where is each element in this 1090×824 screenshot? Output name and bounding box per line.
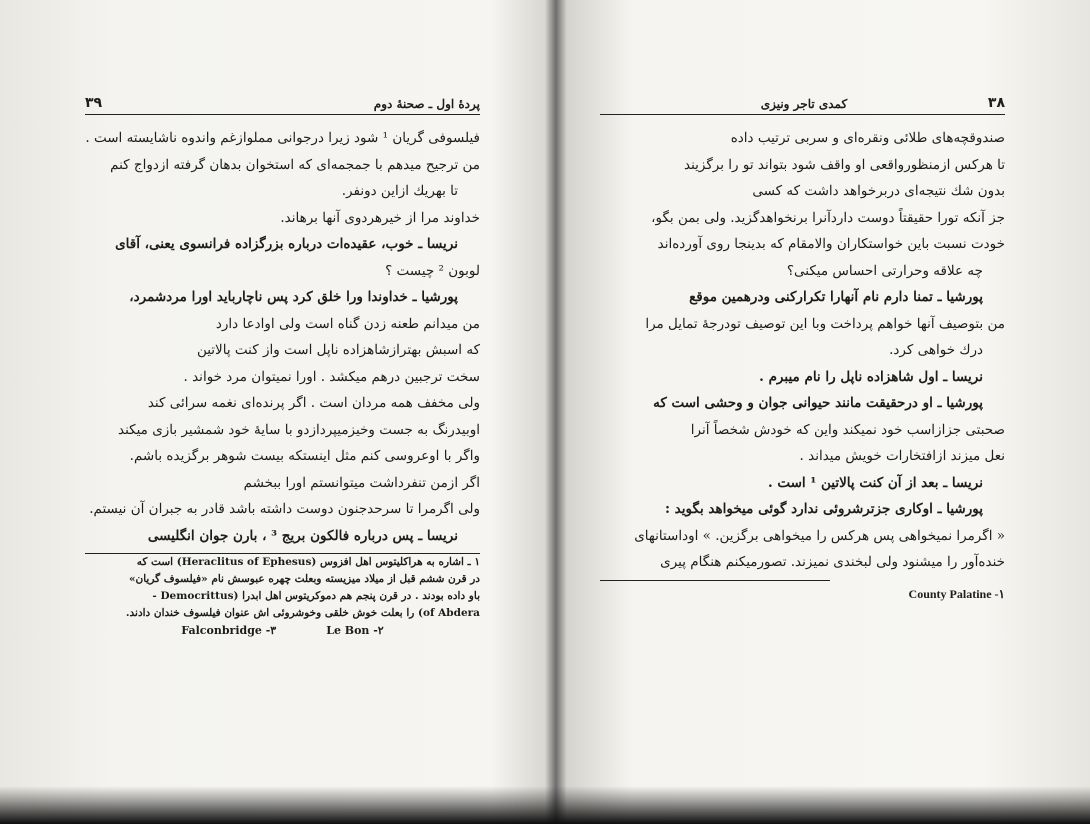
footnote-refs xyxy=(85,624,480,637)
text-line: چه علاقه وحرارتی احساس میکنی؟ xyxy=(786,262,983,279)
page-number: ۳۹ xyxy=(85,95,103,111)
dialogue-line: نریسا ـ بعد از آن کنت پالاتین ¹ است . xyxy=(767,474,983,491)
text-line: خنده‌آور را میشنود ولی لبخندی نمیزند. تصورمیکنم هنگام پیری xyxy=(660,554,1005,570)
right-page-header xyxy=(600,95,1005,115)
text-line: فیلسوفی گریان ¹ شود زیرا درجوانی مملوازغم واندوه ناشایسته است . xyxy=(85,130,480,146)
text-line: که اسبش بهترازشاهزاده ناپل است واز کنت پالاتین xyxy=(196,342,480,358)
text-line: بدون شك نتیجه‌ای دربرخواهد داشت که کسی xyxy=(752,183,1005,199)
text-line: خداوند مرا از خیرهردوی آنها برهاند. xyxy=(280,209,480,226)
dialogue-line: پورشیا ـ اوکاری جزترشروئی ندارد گوئی میخواهد بگوید : xyxy=(665,501,983,517)
text-line: نعل میزند ازافتخارات خویش میداند . xyxy=(799,448,1005,464)
text-line: ولی مخفف همه مردان است . اگر پرنده‌ای نغمه سرائی کند xyxy=(147,395,480,411)
footnotes xyxy=(85,554,480,637)
text-line: درك خواهی کرد. xyxy=(889,342,983,358)
footnote-line: در قرن ششم قبل از میلاد میزیسته وبعلت چهره عبوسش نام «فیلسوف گریان» xyxy=(128,573,480,585)
text-line: تا هرکس ازمنظورواقعی او واقف شود بتواند تو را برگزیند xyxy=(684,156,1005,173)
dialogue-line: پورشیا ـ تمنا دارم نام آنهارا تکرارکنی ودرهمین موقع xyxy=(689,289,983,305)
footnote-line: باو داده بودند . در قرن پنجم هم دموکریتوس اهل ابدرا (Democrittus - xyxy=(152,590,480,602)
text-line: « اگرمرا نمیخواهی پس هرکس را میخواهی برگزین. » اوداستانهای xyxy=(634,527,1005,544)
dialogue-line: پورشیا ـ خداوندا ورا خلق کرد پس ناچارباید اورا مردشمرد، xyxy=(129,289,458,305)
dialogue-line: نریسا ـ اول شاهزاده ناپل را نام میبرم . xyxy=(759,368,983,385)
footnote-line: County Palatine -١ xyxy=(908,586,1005,601)
footnote-line: of Abdera) را بعلت خوش خلقی وخوشروئی اش عنوان فیلسوف خندان دادند. xyxy=(125,607,480,619)
running-head: کمدی تاجر ونیزی xyxy=(760,97,848,111)
text-line: لوبون ² چیست ؟ xyxy=(385,262,480,279)
page-number: ۳۸ xyxy=(987,95,1005,111)
text-line: صندوقچه‌های طلائی ونقره‌ای و سربی ترتیب داده xyxy=(730,130,1005,146)
right-page-body xyxy=(600,125,1005,576)
text-line: تا بهریك ازاین دونفر. xyxy=(341,183,458,199)
text-line: من میدانم طعنه زدن گناه است ولی اوادعا دارد xyxy=(215,315,480,332)
text-line: من ترجیح میدهم با جمجمه‌ای که استخوان بدهان گرفته ازدواج کنم xyxy=(110,156,480,173)
footnote-ref: Falconbridge -۳ xyxy=(181,624,277,637)
left-page xyxy=(85,95,480,637)
dialogue-line: نریسا ـ پس درباره فالکون بریج ³ ، بارن جوان انگلیسی xyxy=(147,527,458,544)
text-line: من بتوصیف آنها خواهم پرداخت وبا این توصیف تودرجهٔ تمایل مرا xyxy=(645,315,1005,332)
right-page xyxy=(600,95,1005,602)
footnote-line: ١ ـ اشاره به هراکلیتوس اهل افزوس (Heraclitus of Ephesus) است که xyxy=(136,556,480,568)
text-line: سخت ترجبین درهم میکشد . اورا نمیتوان مرد خواند . xyxy=(183,368,480,385)
footnote-rule xyxy=(600,580,830,581)
text-line: اگر ازمن تنفرداشت میتوانستم اورا ببخشم xyxy=(243,474,480,491)
text-line: واگر با اوعروسی کنم مثل اینستکه بیست شوهر برگزیده باشم. xyxy=(129,448,480,464)
dialogue-line: پورشیا ـ او درحقیقت مانند حیوانی جوان و وحشی است که xyxy=(653,395,983,411)
dialogue-line: نریسا ـ خوب، عقیده‌ات درباره بزرگزاده فرانسوی یعنی، آقای xyxy=(115,236,458,252)
left-page-header xyxy=(85,95,480,115)
text-line: ولی اگرمرا تا سرحدجنون دوست داشته باشد قادر به جبران آن نیستم. xyxy=(89,501,480,517)
text-line: صحبتی جزازاسب خود نمیکند واین که خودش شخصاً آنرا xyxy=(690,421,1005,438)
text-line: جز آنکه تورا حقیقتاً دوست داردآنرا برنخواهدگزید. ولی بمن بگو، xyxy=(651,209,1005,226)
bottom-shadow xyxy=(0,786,1090,824)
footnote-ref: Le Bon -۲ xyxy=(326,624,384,637)
left-page-body xyxy=(85,125,480,549)
text-line: خودت نسبت باین خواستکاران والامقام که بدینجا روی آورده‌اند xyxy=(657,236,1005,252)
running-head: پردهٔ اول ـ صحنهٔ دوم xyxy=(373,97,480,111)
text-line: اوبیدرنگ به جست وخیزمیپردازدو با سایهٔ خود شمشیر بازی میکند xyxy=(117,421,480,438)
